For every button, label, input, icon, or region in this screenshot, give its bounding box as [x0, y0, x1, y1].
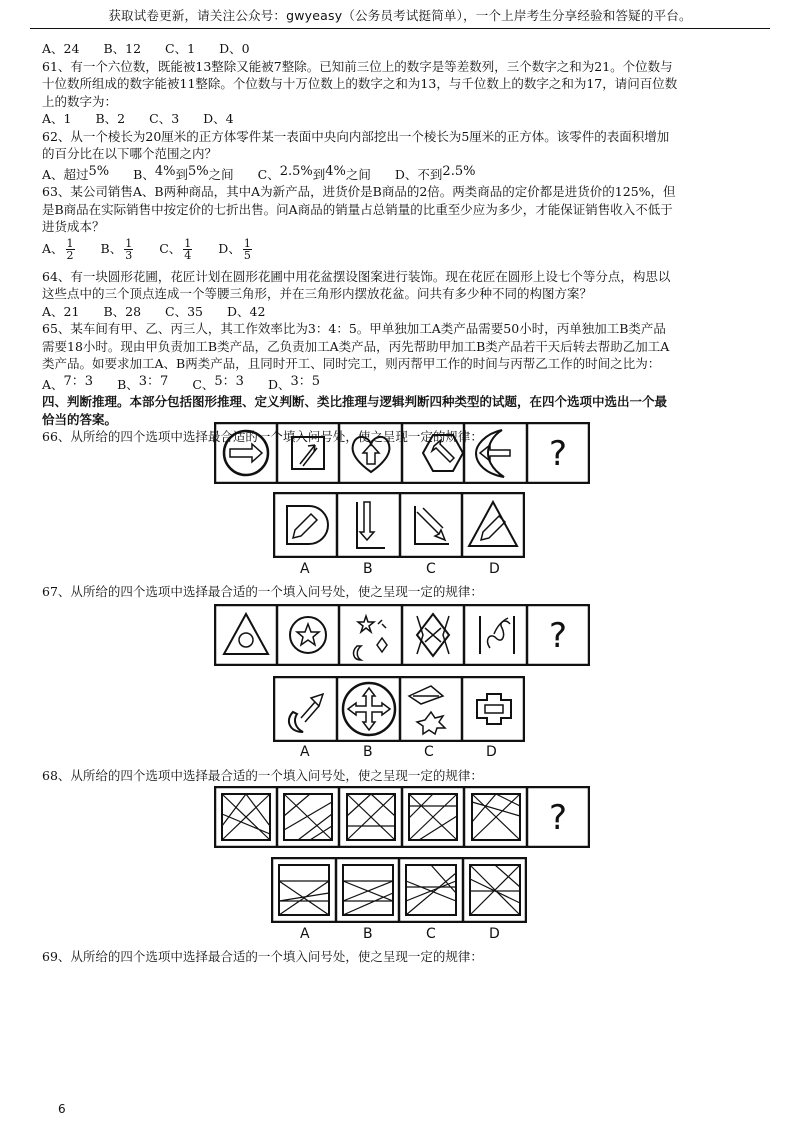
- q64-options: [42, 303, 760, 321]
- question-text: 62、从一个棱长为20厘米的正方体零件某一表面中央向内部挖出一个棱长为5厘米的正方体。该零件的表面积增加: [42, 128, 670, 144]
- option-label-d: D: [489, 926, 500, 942]
- q62-options: [42, 163, 760, 184]
- question-mark: ?: [548, 616, 568, 656]
- option-label-b: B: [363, 561, 373, 577]
- option-label-d: D: [486, 744, 497, 760]
- question-text: 67、从所给的四个选项中选择最合适的一个填入问号处，使之呈现一定的规律：: [42, 584, 483, 599]
- question-text: 65、某车间有甲、乙、丙三人，其工作效率比为3：4：5。甲单独加工A类产品需要50小时，丙单独加工B类产品: [42, 321, 666, 336]
- question-text: 是B商品在实际销售中按定价的七折出售。问A商品的销量占总销量的比重至少应为多少，才能保证销售收入不低于: [42, 201, 673, 217]
- option: B、28: [103, 303, 142, 319]
- question-text: 这些点中的三个顶点连成一个等腰三角形，并在三角形内摆放花盆。问共有多少种不同的构图方案？: [42, 286, 593, 301]
- question-text: 需要18小时。现由甲负责加工B类产品，乙负责加工A类产品，丙先帮助甲加工B类产品若干天后转去帮助乙加工A: [42, 338, 670, 354]
- option-d: D、3：5: [267, 373, 321, 392]
- option: B、12: [103, 41, 142, 56]
- option: A、1: [42, 111, 72, 126]
- option-d: D、不到2.5%: [394, 163, 476, 182]
- question-mark: ?: [548, 434, 568, 474]
- option: C、1: [165, 41, 196, 56]
- option-label-b: B: [363, 744, 373, 760]
- page-header: 获取试卷更新，请关注公众号：gwyeasy（公务员考试挺简单），一个上岸考生分享经验和答疑的平台。: [108, 8, 692, 23]
- option-label-a: A: [300, 926, 310, 942]
- option-b: B、4%到5%之间: [133, 163, 234, 182]
- question-text: 61、有一个六位数，既能被13整除又能被7整除。已知前三位上的数字是等差数列，三个数字之和为21。个位数与: [42, 58, 673, 74]
- option-label-a: A: [300, 744, 310, 760]
- option-label-a: A: [300, 561, 310, 577]
- question-text: 十位数所组成的数字能被11整除。个位数与十万位数上的数字之和为13，与千位数上的数字之和为17，请问百位数: [42, 76, 678, 91]
- q66-options-figure: [273, 492, 525, 558]
- question-text: 69、从所给的四个选项中选择最合适的一个填入问号处，使之呈现一定的规律：: [42, 949, 483, 964]
- q67-options-figure: [273, 676, 525, 742]
- option-d: D、 $\frac{1}{5}$: [218, 236, 251, 262]
- q61-options: [42, 110, 760, 128]
- section-heading: 恰当的答案。: [42, 411, 118, 427]
- option-b: B、 $\frac{1}{3}$: [100, 236, 133, 262]
- option-label-c: C: [426, 561, 436, 577]
- header-divider: [30, 28, 770, 29]
- question-text: 64、有一块圆形花圃，花匠计划在圆形花圃中用花盆摆设图案进行装饰。现在花匠在圆形上设七个等分点，构思以: [42, 268, 671, 284]
- option: C、3: [149, 111, 180, 126]
- option-label-d: D: [489, 561, 500, 577]
- question-mark: ?: [548, 798, 568, 838]
- question-text: 上的数字为：: [42, 93, 118, 109]
- option-label-b: B: [363, 926, 373, 942]
- question-text: 66、从所给的四个选项中选择最合适的一个填入问号处，使之呈现一定的规律：: [42, 429, 483, 444]
- q68-question-figure: [214, 786, 590, 848]
- page-number: 6: [58, 1102, 66, 1116]
- option: A、21: [42, 303, 80, 319]
- option-c: C、 $\frac{1}{4}$: [159, 236, 192, 262]
- option-a: A、超过5%: [42, 163, 110, 182]
- option-c: C、5：3: [192, 373, 244, 392]
- page-content: [42, 40, 760, 446]
- option-b: B、3：7: [117, 373, 169, 392]
- question-text: 进货成本？: [42, 219, 105, 234]
- option-a: A、 $\frac{1}{2}$: [42, 236, 74, 262]
- option: C、35: [165, 303, 204, 319]
- option: B、2: [95, 111, 126, 126]
- option-label-c: C: [426, 926, 436, 942]
- option-c: C、2.5%到4%之间: [257, 163, 371, 182]
- option: D、42: [227, 303, 266, 319]
- q65-options: [42, 373, 760, 394]
- question-text: 68、从所给的四个选项中选择最合适的一个填入问号处，使之呈现一定的规律：: [42, 768, 483, 783]
- section-heading: 四、判断推理。本部分包括图形推理、定义判断、类比推理与逻辑判断四种类型的试题，在四个选项中选出一个最: [42, 394, 668, 409]
- option-label-c: C: [424, 744, 434, 760]
- q67-question-figure: [214, 604, 590, 666]
- question-text: 63、某公司销售A、B两种商品，其中A为新产品，进货价是B商品的2倍。两类商品的定价都是进货价的125%，但: [42, 184, 676, 199]
- option-a: A、7：3: [42, 373, 94, 392]
- q63-options: [42, 236, 760, 268]
- q68-options-figure: [271, 857, 527, 923]
- prev-options: [42, 40, 760, 58]
- question-text: 类产品。如要求加工A、B两类产品，且同时开工、同时完工，则丙帮甲工作的时间与丙帮乙工作的时间之比为：: [42, 356, 661, 371]
- option: A、24: [42, 41, 80, 56]
- option: D、0: [219, 41, 250, 56]
- option: D、4: [203, 111, 234, 126]
- question-text: 的百分比在以下哪个范围之内？: [42, 146, 218, 161]
- q66-question-figure: [214, 422, 590, 484]
